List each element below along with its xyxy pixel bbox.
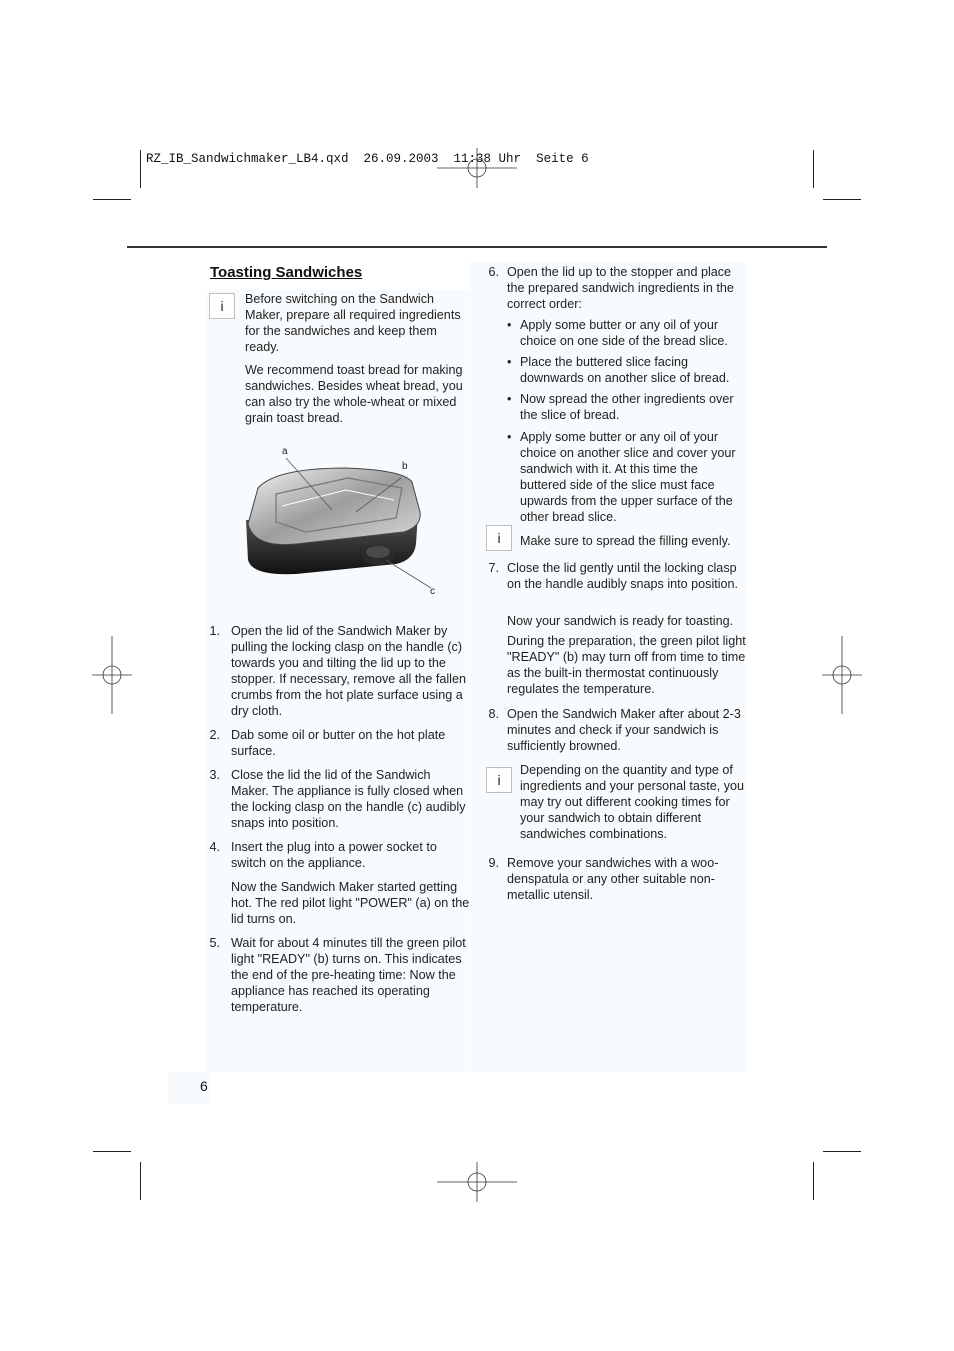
step-text: Wait for about 4 minutes till the green pilot light "READY" (b) turns on. This indicates the end of the pre-heating time: Now the appliance has reached its operating temperature. <box>231 936 466 1014</box>
step-extra-text: Now the Sandwich Maker started getting hot. The red pilot light "POWER" (a) on the lid turns on. <box>231 880 470 926</box>
bullet-text: Apply some butter or any oil of your choice on one side of the bread slice. <box>520 318 728 348</box>
step-number: 8. <box>488 707 499 721</box>
step-text: Open the lid up to the stopper and place the prepared sandwich ingredients in the correct order: <box>507 265 734 311</box>
info-icon: i <box>209 293 235 319</box>
crop-mark <box>93 199 131 200</box>
step-number: 1. <box>209 624 220 638</box>
crop-mark <box>140 1162 141 1200</box>
page-number: 6 <box>200 1078 208 1094</box>
bullet-text: Now spread the other ingredients over the slice of bread. <box>520 392 734 422</box>
crop-mark <box>140 150 141 188</box>
info-icon: i <box>486 525 512 551</box>
bullet: • <box>507 392 512 406</box>
step-number: 4. <box>209 840 220 854</box>
step-text: Dab some oil or butter on the hot plate surface. <box>231 728 446 758</box>
step-number: 7. <box>488 561 499 575</box>
step-text: Open the lid of the Sandwich Maker by pulling the locking clasp on the handle (c) towards you and tilting the lid up to the stopper. If necessary, remove all the fallen crumbs from the hot plate surface using a dry cloth. <box>231 624 466 718</box>
crop-mark <box>813 1162 814 1200</box>
step-text: Close the lid gently until the locking clasp on the handle audibly snaps into position. <box>507 561 739 591</box>
step-extra-text: During the preparation, the green pilot light "READY" (b) may turn off from time to time as the built-in thermostat continuously regulates the temperature. <box>507 634 746 696</box>
step-number: 5. <box>209 936 220 950</box>
note-text: Make sure to spread the filling evenly. <box>520 534 731 548</box>
registration-mark-right <box>822 636 862 714</box>
figure-label-c: c <box>430 586 435 597</box>
file-slug: RZ_IB_Sandwichmaker_LB4.qxd 26.09.2003 11:38 Uhr Seite 6 <box>146 152 589 166</box>
crop-mark <box>823 199 861 200</box>
crop-mark <box>813 150 814 188</box>
sandwich-maker-illustration <box>236 440 456 605</box>
info-icon: i <box>486 767 512 793</box>
step-text: Insert the plug into a power socket to switch on the appliance. <box>231 840 437 870</box>
intro-paragraph-1: Before switching on the Sandwich Maker, prepare all required ingredients for the sandwiches and keep them ready. <box>245 292 461 354</box>
registration-mark-bottom <box>437 1162 517 1202</box>
step-text: Open the Sandwich Maker after about 2-3 minutes and check if your sandwich is sufficiently browned. <box>507 707 741 753</box>
bullet-text: Apply some butter or any oil of your choice on another slice and cover your sandwich with it. At this time the buttered side of the slice must face upwards from the upper surface of the other bread slice. <box>520 430 736 524</box>
step-extra-text: Now your sandwich is ready for toasting. <box>507 614 734 628</box>
intro-paragraph-2: We recommend toast bread for making sandwiches. Besides wheat bread, you can also try the whole-wheat or mixed grain toast bread. <box>245 363 463 425</box>
step-text: Remove your sandwiches with a woo-denspatula or any other suitable non-metallic utensil. <box>507 856 719 902</box>
bullet: • <box>507 430 512 444</box>
registration-mark-left <box>92 636 132 714</box>
figure-label-a: a <box>282 446 288 457</box>
top-rule <box>127 246 827 248</box>
step-text: Close the lid the lid of the Sandwich Maker. The appliance is fully closed when the locking clasp on the handle (c) audibly snaps into position. <box>231 768 466 830</box>
crop-mark <box>823 1151 861 1152</box>
note-text: Depending on the quantity and type of ingredients and your personal taste, you may try out different cooking times for your sandwich to obtain different sandwiches combinations. <box>520 763 745 841</box>
bullet: • <box>507 318 512 332</box>
crop-mark <box>93 1151 131 1152</box>
section-title: Toasting Sandwiches <box>210 264 363 281</box>
step-number: 2. <box>209 728 220 742</box>
bullet: • <box>507 355 512 369</box>
step-number: 9. <box>488 856 499 870</box>
figure-label-b: b <box>402 461 408 472</box>
bullet-text: Place the buttered slice facing downwards on another slice of bread. <box>520 355 730 385</box>
step-number: 6. <box>488 265 499 279</box>
step-number: 3. <box>209 768 220 782</box>
